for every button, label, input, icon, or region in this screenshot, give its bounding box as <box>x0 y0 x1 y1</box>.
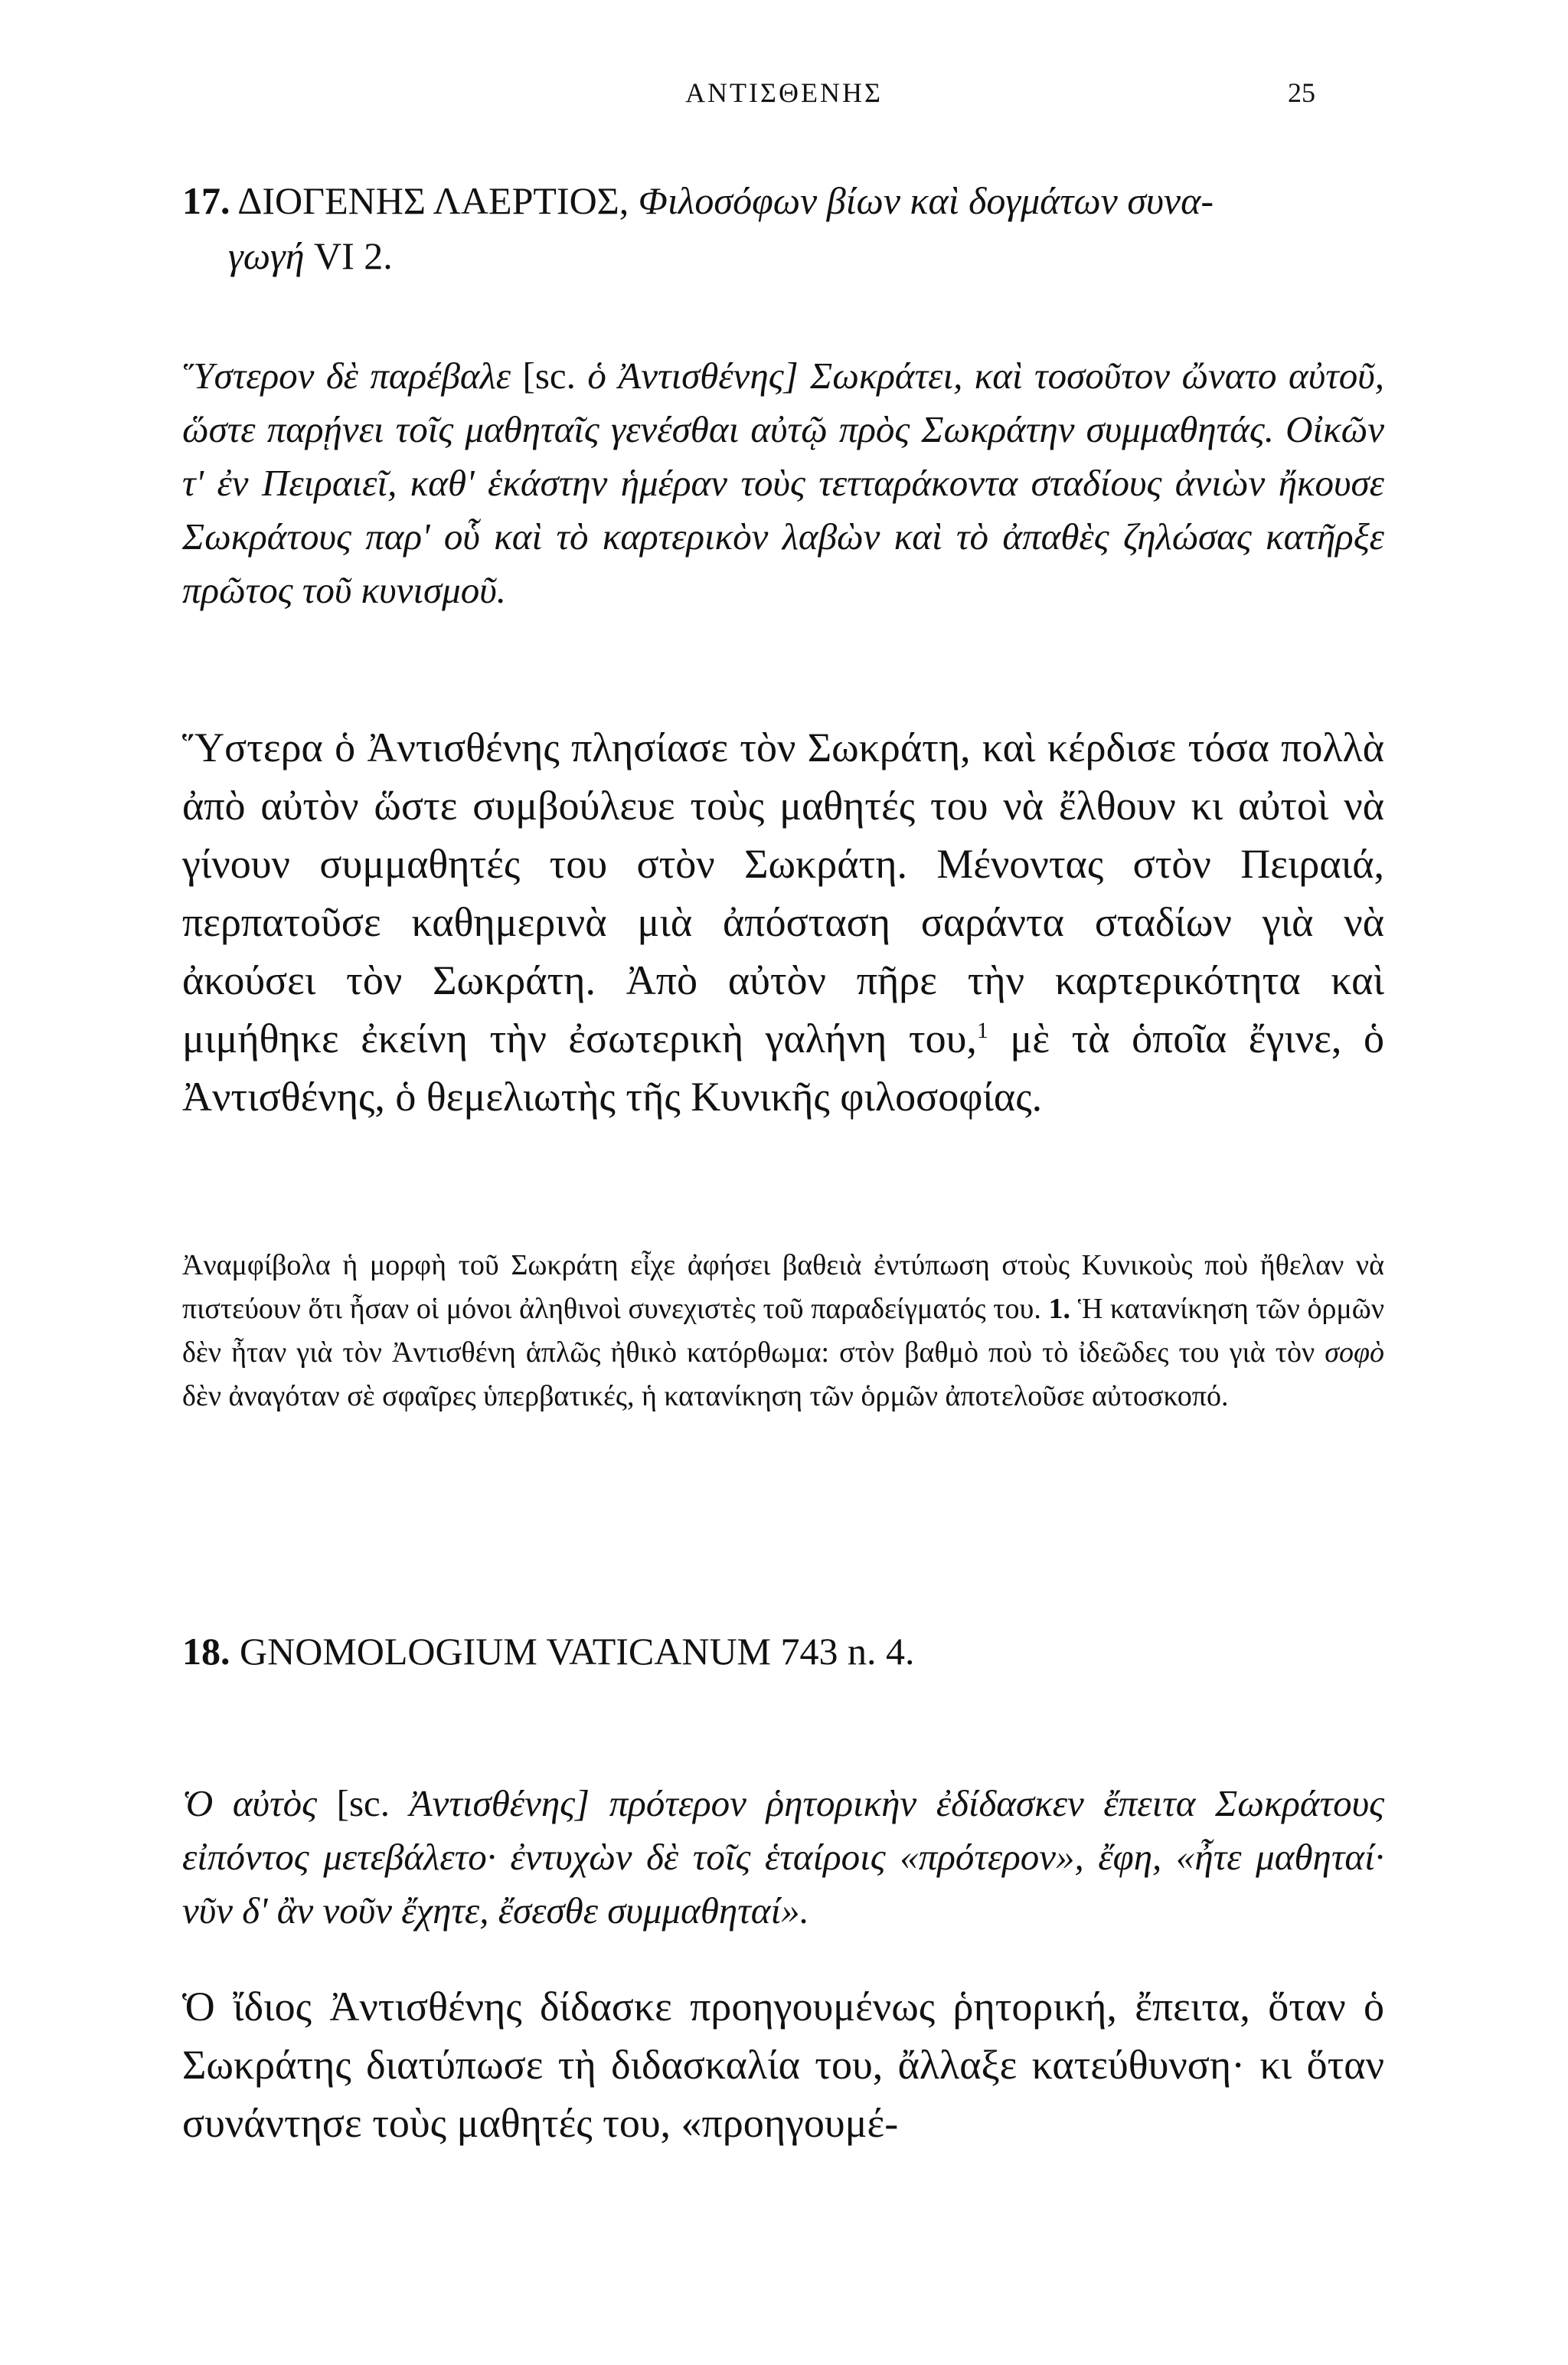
quote-text: Ὕστερον δὲ παρέβαλε [sc. ὁ Ἀντισθένης] Σωκράτει, καὶ τοσοῦτον ὤνατο αὐτοῦ, ὥστε παρῄνει τοῖς μαθηταῖς γενέσθαι αὐτῷ πρὸς Σωκράτην συμμαθητάς. Οἰκῶν τ' ἐν Πειραιεῖ, καθ' ἑκάστην ἡμέραν τοὺς τετταράκοντα σταδίους ἀνιὼν ἤκουσε Σωκράτους παρ' οὗ καὶ τὸ καρτερικὸν λαβὼν καὶ τὸ ἀπαθὲς ζηλώσας κατῆρξε πρῶτος τοῦ κυνισμοῦ. <box>182 355 1384 611</box>
page-header <box>0 77 1568 123</box>
source-work-cont: γωγή <box>228 234 305 277</box>
footnote-ref: 1 <box>976 1018 988 1043</box>
commentary-17 <box>182 1244 1384 1418</box>
source-author: GNOMOLOGIUM VATICANUM 743 n. 4. <box>240 1630 915 1673</box>
translation-text: Ὁ ἴδιος Ἀντισθένης δίδασκε προηγουμένως ῥητορική, ἔπειτα, ὅταν ὁ Σωκράτης διατύπωσε τὴ διδασκαλία του, ἄλλαξε κατεύθυνση· κι ὅταν συνάντησε τοὺς μαθητές του, «προηγουμέ- <box>182 1984 1384 2146</box>
section-18 <box>182 1624 1384 1679</box>
quote-text: Ὁ αὐτὸς [sc. Ἀντισθένης] πρότερον ῥητορικὴν ἐδίδασκεν ἔπειτα Σωκράτους εἰπόντος μετεβάλετο· ἐντυχὼν δὲ τοῖς ἑταίροις «πρότερον», ἔφη, «ἦτε μαθηταί· νῦν δ' ἂν νοῦν ἔχητε, ἔσεσθε συμμαθηταί». <box>182 1782 1385 1932</box>
running-head: ΑΝΤΙΣΘΕΝΗΣ <box>685 77 883 108</box>
translation-18 <box>182 1977 1384 2152</box>
page-number: 25 <box>1288 77 1315 108</box>
translation-text: Ὕστερα ὁ Ἀντισθένης πλησίασε τὸν Σωκράτη, καὶ κέρδισε τόσα πολλὰ ἀπὸ αὐτὸν ὥστε συμβούλευε τοὺς μαθητές του νὰ ἔλθουν κι αὐτοὶ νὰ γίνουν συμμαθητές του στὸν Σωκράτη. Μένοντας στὸν Πειραιά, περπατοῦσε καθημερινὰ μιὰ ἀπόσταση σαράντα σταδίων γιὰ νὰ ἀκούσει τὸν Σωκράτη. Ἀπὸ αὐτὸν πῆρε τὴν καρτερικότητα καὶ μιμήθηκε ἐκείνη τὴν ἐσωτερικὴ γαλήνη του,$^1$ μὲ τὰ ὁποῖα ἔγινε, ὁ Ἀντισθένης, ὁ θεμελιωτὴς τῆς Κυνικῆς φιλοσοφίας. <box>182 725 1384 1120</box>
translation-17 <box>182 718 1384 1126</box>
section-heading <box>182 1624 1384 1679</box>
greek-quote-17 <box>182 349 1384 617</box>
section-number: 18. <box>182 1630 230 1673</box>
source-work: Φιλοσόφων βίων καὶ δογμάτων συνα- <box>638 179 1214 222</box>
section-17 <box>182 173 1384 283</box>
source-author: ΔΙΟΓΕΝΗΣ ΛΑΕΡΤΙΟΣ, <box>237 179 629 222</box>
greek-quote-18 <box>182 1777 1384 1938</box>
source-ref: VI 2. <box>314 234 393 277</box>
section-heading <box>182 173 1384 283</box>
section-number: 17. <box>182 179 230 222</box>
footnote-number: 1. <box>1048 1293 1071 1325</box>
commentary-text: Ἀναμφίβολα ἡ μορφὴ τοῦ Σωκράτη εἶχε ἀφήσει βαθειὰ ἐντύπωση στοὺς Κυνικοὺς ποὺ ἤθελαν νὰ πιστεύουν ὅτι ἦσαν οἱ μόνοι ἀληθινοὶ συνεχιστὲς τοῦ παραδείγματός του. 1. Ἡ κατανίκηση τῶν ὁρμῶν δὲν ἦταν γιὰ τὸν Ἀντισθένη ἁπλῶς ἠθικὸ κατόρθωμα: στὸν βαθμὸ ποὺ τὸ ἰδεῶδες του γιὰ τὸν σοφὸ δὲν ἀναγόταν σὲ σφαῖρες ὑπερβατικές, ἡ κατανίκηση τῶν ὁρμῶν ἀποτελοῦσε αὐτοσκοπό. <box>182 1249 1385 1412</box>
